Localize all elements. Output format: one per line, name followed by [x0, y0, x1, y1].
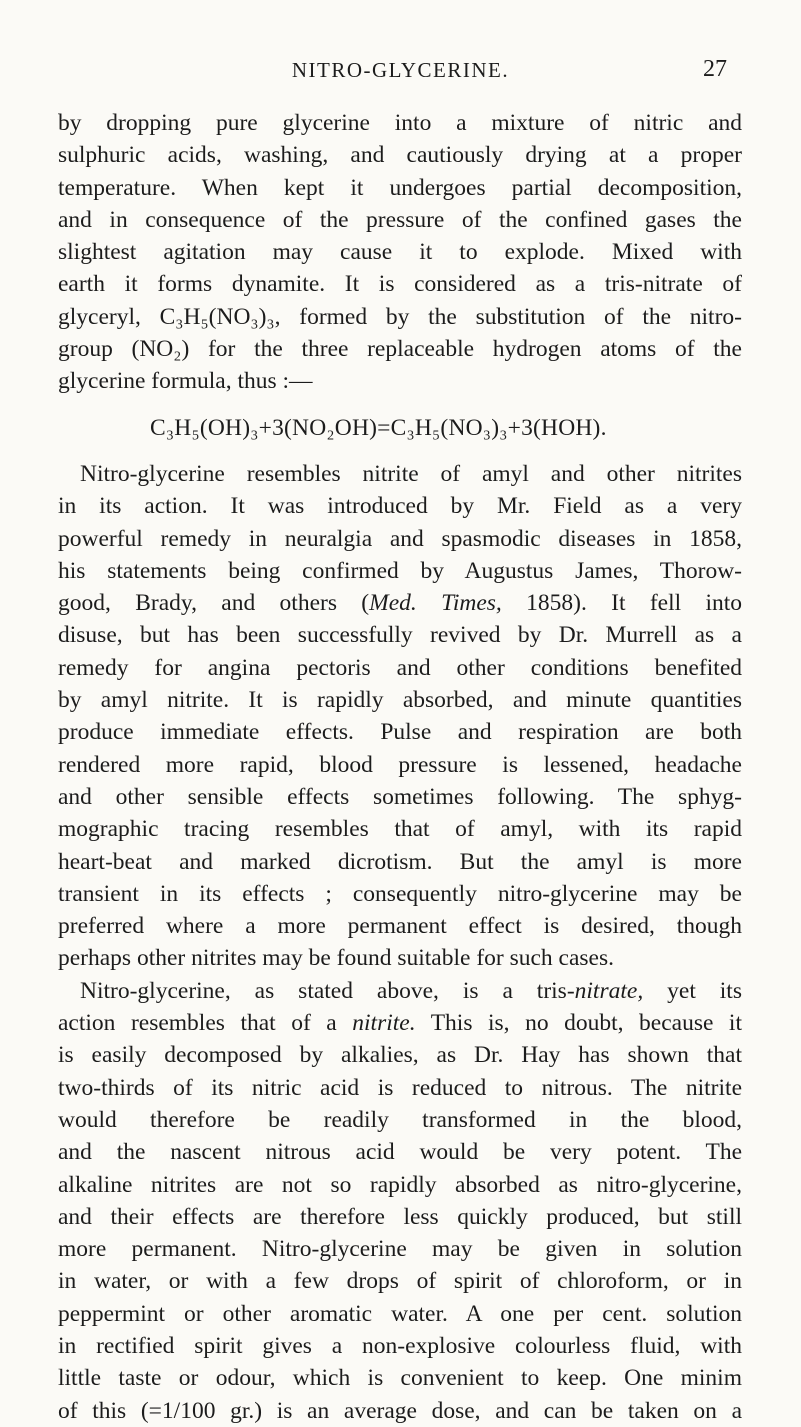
text-line: group (NO₂) for the three replaceable hydrogen atoms of the: [58, 336, 742, 363]
text-line-with-italic: [58, 1007, 742, 1039]
text-segment: good, Brady, and others (: [58, 590, 370, 617]
text-line: remedy for angina pectoris and other conditions benefited: [58, 654, 742, 681]
text-line: by dropping pure glycerine into a mixture of nitric and: [58, 110, 742, 136]
text-line: preferred where a more permanent effect is desired, though: [58, 913, 742, 940]
text-line: heart-beat and marked dicrotism. But the amyl is more: [58, 848, 742, 875]
text-line: and other sensible effects sometimes following. The sphyg-: [58, 783, 742, 810]
text-line: alkaline nitrites are not so rapidly absorbed as nitro-glycerine,: [58, 1171, 742, 1198]
text-line: glyceryl, C₃H₅(NO₃)₃, formed by the substitution of the nitro-: [58, 303, 742, 330]
text-line: perhaps other nitrites may be found suitable for such cases.: [58, 945, 615, 972]
text-line-with-italic: [58, 975, 742, 1007]
text-line: rendered more rapid, blood pressure is lessened, headache: [58, 751, 742, 778]
text-line: earth it forms dynamite. It is considered as a tris-nitrate of: [58, 271, 742, 298]
text-segment: This is, no doubt, because it: [415, 1010, 742, 1037]
text-line-with-reference: [58, 587, 742, 619]
text-line: slightest agitation may cause it to explode. Mixed with: [58, 239, 742, 266]
page-number: 27: [703, 56, 727, 82]
text-line: of this (=1/100 gr.) is an average dose, and can be taken on a: [58, 1397, 742, 1424]
text-line: produce immediate effects. Pulse and respiration are both: [58, 719, 742, 746]
text-line: powerful remedy in neuralgia and spasmodic diseases in 1858,: [58, 525, 742, 552]
text-line: two-thirds of its nitric acid is reduced to nitrous. The nitrite: [58, 1074, 742, 1101]
text-line: temperature. When kept it undergoes partial decomposition,: [58, 174, 742, 201]
italic-term-nitrate: nitrate,: [574, 977, 644, 1004]
text-line: is easily decomposed by alkalies, as Dr. Hay has shown that: [58, 1042, 742, 1069]
running-head: NITRO-GLYCERINE.: [291, 58, 510, 82]
text-line: peppermint or other aromatic water. A one per cent. solution: [58, 1300, 742, 1327]
text-line: his statements being confirmed by Augustus James, Thorow-: [58, 557, 742, 584]
italic-term-nitrite: nitrite.: [352, 1010, 416, 1037]
page-header: [0, 58, 801, 88]
text-line: in its action. It was introduced by Mr. Field as a very: [58, 493, 742, 520]
text-line: by amyl nitrite. It is rapidly absorbed, and minute quantities: [58, 687, 742, 714]
text-line: and their effects are therefore less quickly produced, but still: [58, 1203, 742, 1230]
text-line: mographic tracing resembles that of amyl, with its rapid: [58, 816, 742, 843]
text-segment: Nitro-glycerine, as stated above, is a tris-: [80, 977, 575, 1004]
text-line: would therefore be readily transformed in the blood,: [58, 1106, 742, 1133]
text-segment: action resembles that of a: [58, 1010, 353, 1037]
text-line: in water, or with a few drops of spirit of chloroform, or in: [58, 1268, 742, 1295]
text-line: in rectified spirit gives a non-explosive colourless fluid, with: [58, 1332, 742, 1359]
text-line: sulphuric acids, washing, and cautiously drying at a proper: [58, 142, 742, 169]
text-line: little taste or odour, which is convenient to keep. One minim: [58, 1365, 742, 1392]
text-line: and in consequence of the pressure of the confined gases the: [58, 206, 742, 233]
text-line: disuse, but has been successfully revived by Dr. Murrell as a: [58, 622, 742, 649]
body-text: [58, 107, 742, 1427]
text-line: Nitro-glycerine resembles nitrite of amyl and other nitrites: [80, 460, 742, 487]
text-line: glycerine formula, thus :—: [58, 368, 313, 395]
italic-reference: Med. Times,: [369, 590, 502, 617]
text-segment: 1858). It fell into: [501, 590, 743, 617]
text-line: more permanent. Nitro-glycerine may be given in solution: [58, 1236, 742, 1263]
text-line: transient in its effects ; consequently nitro-glycerine may be: [58, 880, 742, 907]
chemical-equation: C₃H₅(OH)₃+3(NO₂OH)=C₃H₅(NO₃)₃+3(HOH).: [150, 414, 607, 441]
text-segment: yet its: [643, 977, 742, 1004]
text-line: and the nascent nitrous acid would be very potent. The: [58, 1139, 742, 1166]
